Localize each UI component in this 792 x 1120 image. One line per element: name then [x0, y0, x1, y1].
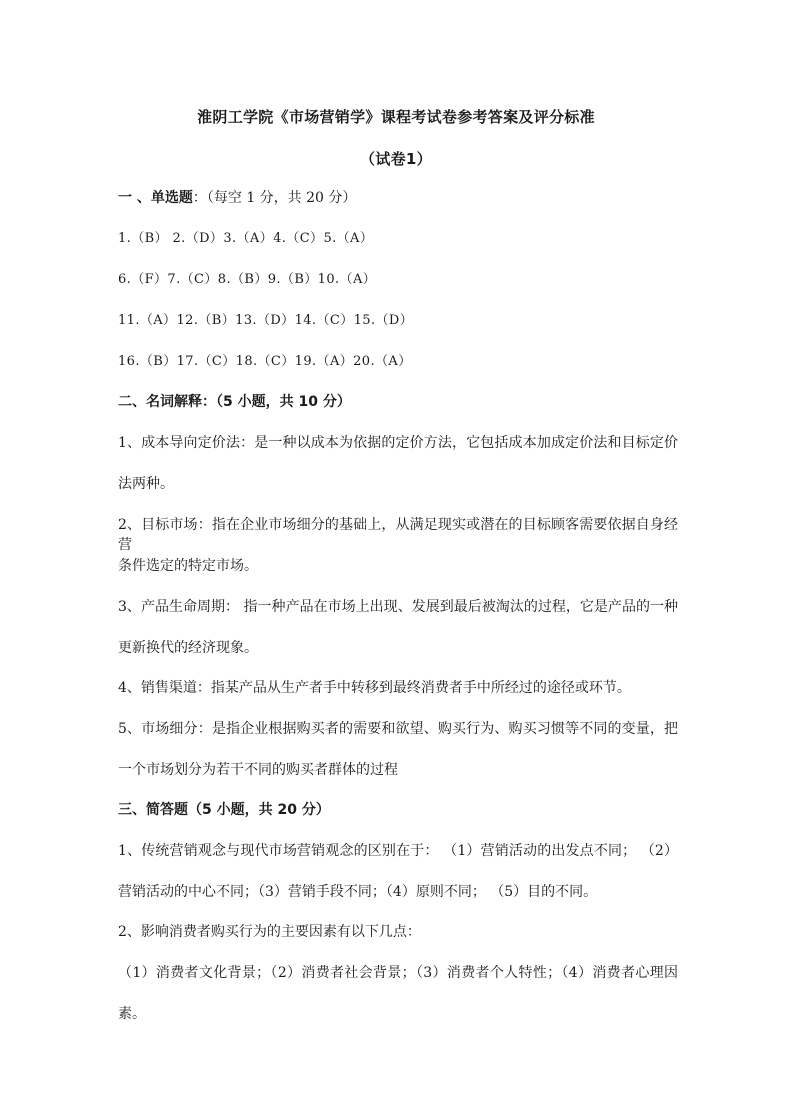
definition-line: 更新换代的经济现象。 — [118, 640, 258, 656]
short-answer-line: 1、传统营销观念与现代市场营销观念的区别在于： （1）营销活动的出发点不同； （2） — [118, 843, 678, 859]
section-3-heading: 三、简答题（5 小题，共 20 分） — [118, 802, 330, 818]
document-subtitle: （试卷1） — [360, 150, 432, 168]
section-1-heading — [118, 188, 678, 208]
section-1-title: 一 、单选题 — [118, 190, 193, 206]
definition-line: 2、目标市场：指在企业市场细分的基础上，从满足现实或潜在的目标顾客需要依据自身经营 — [118, 517, 678, 553]
definition-line: 1、成本导向定价法：是一种以成本为依据的定价方法，它包括成本加成定价法和目标定价 — [118, 435, 678, 451]
document-title: 淮阴工学院《市场营销学》课程考试卷参考答案及评分标准 — [197, 108, 595, 126]
definition-line: 条件选定的特定市场。 — [118, 558, 258, 574]
definition-line: 4、销售渠道：指某产品从生产者手中转移到最终消费者手中所经过的途径或环节。 — [118, 680, 631, 696]
definition-line: 5、市场细分：是指企业根据购买者的需要和欲望、购买行为、购买习惯等不同的变量，把 — [118, 721, 678, 737]
answer-row: 6.（F）7.（C）8.（B）9.（B）10.（A） — [118, 272, 377, 287]
definition-line: 一个市场划分为若干不同的购买者群体的过程 — [118, 762, 398, 778]
answer-row: 11.（A）12.（B）13.（D）14.（C）15.（D） — [118, 313, 414, 328]
section-2-heading: 二、名词解释：（5 小题，共 10 分） — [118, 394, 351, 410]
short-answer-line: 2、影响消费者购买行为的主要因素有以下几点： — [118, 924, 421, 940]
answer-row: 1.（B） 2.（D）3.（A）4.（C）5.（A） — [118, 231, 374, 246]
answer-row: 16.（B）17.（C）18.（C）19.（A）20.（A） — [118, 354, 412, 369]
definition-line: 法两种。 — [118, 476, 174, 492]
short-answer-line: 素。 — [118, 1006, 146, 1022]
definition-line: 3、产品生命周期： 指一种产品在市场上出现、发展到最后被淘汰的过程，它是产品的一种 — [118, 599, 678, 615]
section-1-note: ：（每空 1 分，共 20 分） — [192, 190, 357, 206]
short-answer-line: 营销活动的中心不同；（3）营销手段不同；（4）原则不同； （5）目的不同。 — [118, 884, 598, 900]
short-answer-line: （1）消费者文化背景；（2）消费者社会背景；（3）消费者个人特性；（4）消费者心理因 — [118, 965, 678, 981]
